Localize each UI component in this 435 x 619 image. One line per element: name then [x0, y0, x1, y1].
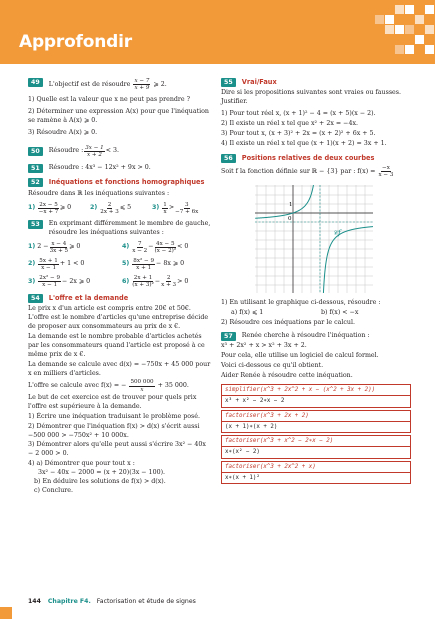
function-graph	[255, 185, 373, 293]
fraction	[129, 379, 154, 392]
cas-output: x∗(x + 1)²	[225, 474, 260, 481]
exercise-49	[28, 78, 212, 91]
text: L'offre se calcule avec f(x) = −	[28, 382, 127, 390]
exercise-53	[28, 220, 212, 238]
exercise-55	[221, 78, 411, 87]
chapter-header-bar	[0, 0, 435, 64]
numerator: 2x + 1	[133, 275, 153, 282]
subquestion: b) f(x) < −x	[321, 308, 359, 316]
exercise-51	[28, 164, 212, 173]
question: 1) Quelle est la valeur que x ne peut pas prendre ?	[28, 96, 191, 104]
exercise-heading: L'offre et la demande	[48, 293, 129, 302]
cas-input: factoriser(x^3 + 2x^2 + x)	[222, 462, 410, 473]
rhs: + 1 < 0	[59, 260, 85, 268]
numerator: 8x² − 9	[133, 258, 155, 265]
fraction	[84, 145, 105, 158]
inequation-item	[152, 202, 212, 215]
fraction	[132, 258, 155, 271]
origin-label: 0	[288, 215, 292, 222]
item-label: 2)	[90, 203, 98, 211]
question: c) Conclure.	[34, 487, 73, 495]
rhs: < 3.	[105, 147, 120, 155]
page-footer	[28, 598, 196, 607]
proposition: 3) Pour tout x, (x + 3)² + 2x = (x + 2)² + 6x + 5.	[221, 130, 376, 138]
item-label: 4)	[122, 242, 130, 250]
numerator: 3x − 1	[85, 145, 104, 152]
inequation-item	[28, 258, 118, 271]
item-label: 1)	[28, 203, 36, 211]
numerator: 2x² − 9	[39, 275, 61, 282]
fraction	[38, 275, 61, 288]
question: 4) a) Démontrer que pour tout x :	[28, 460, 135, 468]
page-number: 144	[28, 598, 41, 605]
exercise-heading: Vrai/Faux	[241, 78, 277, 86]
exercise-number: 54	[28, 294, 43, 303]
cas-input: simplifier(x^3 + 2x^2 + x − (x^2 + 3x + 2))	[222, 385, 410, 396]
rhs: ⩽ 5	[119, 203, 132, 211]
exercise-56	[221, 154, 411, 163]
text: Soit f la fonction définie sur ℝ − {3} par : f(x) =	[221, 168, 376, 176]
paragraph: La demande est le nombre probable d'articles achetés par les consommateurs quand l'article est proposé à ce même prix de x €.	[28, 332, 205, 358]
fraction	[38, 258, 59, 271]
item-label: 2)	[28, 260, 36, 268]
grid	[255, 185, 373, 293]
exercise-text: Dire si les propositions suivantes sont vraies ou fausses. Justifier.	[221, 89, 402, 106]
denominator: x − 2	[132, 247, 148, 254]
paragraph: Le prix x d'un article est compris entre 20€ et 50€. L'offre est le nombre d'articles qu'une entreprise décide de proposer aux consommateurs au prix de x €.	[28, 304, 209, 330]
exercise-50	[28, 145, 212, 158]
left-column	[28, 78, 212, 499]
operator: −	[154, 277, 161, 285]
rhs: ⩾ 2.	[153, 81, 167, 89]
fraction	[175, 202, 198, 215]
question: 3) Résoudre A(x) ⩾ 0.	[28, 129, 98, 137]
paragraph: Aider Renée à résoudre cette inéquation.	[221, 372, 353, 380]
fraction	[161, 275, 176, 288]
question: 2) Résoudre ces inéquations par le calcul.	[221, 318, 355, 326]
numerator: x − 7	[134, 78, 150, 84]
exercise-text: Résoudre : 4x³ − 12x² + 9x > 0.	[48, 164, 151, 172]
chapter-title: Factorisation et étude de signes	[96, 598, 196, 605]
inequation-item	[122, 258, 212, 271]
numerator: x − 4	[51, 240, 67, 247]
denominator: (x + 3)²	[132, 282, 154, 289]
graph-svg	[255, 185, 373, 293]
subquestion: a) f(x) ⩽ 1	[231, 308, 264, 316]
curve-label: 𝒞f	[333, 228, 341, 237]
fraction	[100, 202, 119, 215]
cas-output: x∗(x² − 2)	[225, 449, 260, 456]
cas-block	[221, 435, 411, 458]
footer-corner-block	[0, 607, 12, 619]
equation: x³ + 2x² + x > x² + 3x + 2.	[221, 342, 307, 350]
inequation-item	[122, 275, 212, 288]
inequation-list	[28, 202, 212, 215]
fraction	[133, 78, 150, 91]
inequation-item	[28, 241, 118, 254]
denominator: x − 3	[378, 172, 394, 179]
proposition: 4) Il existe un réel x tel que (x + 1)(x + 2) = 3x + 1.	[221, 140, 387, 148]
item-label: 5)	[122, 260, 130, 268]
exercise-text: Résoudre :	[48, 147, 84, 155]
denominator: x + 9	[134, 85, 150, 92]
fraction	[378, 165, 393, 178]
denominator: 3x + 5	[49, 247, 69, 254]
paragraph: Le but de cet exercice est de trouver pour quels prix l'offre est supérieure à la demande.	[28, 393, 197, 410]
inequation-list	[28, 241, 212, 289]
cas-output: x³ + x² − 2∗x − 2	[225, 398, 285, 405]
exercise-number: 55	[221, 78, 236, 87]
numerator: 7	[137, 240, 142, 247]
chapter-label: Chapitre F4.	[47, 598, 91, 605]
curve-branch-right	[323, 226, 373, 292]
numerator: 500 000	[130, 379, 154, 386]
cas-block	[221, 384, 411, 407]
numerator: −x	[382, 165, 390, 172]
denominator: 2x + 3	[100, 208, 119, 215]
proposition: 1) Pour tout réel x, (x + 1)² − 4 = (x + 5)(x − 2).	[221, 110, 376, 118]
numerator: 2	[107, 201, 112, 208]
exercise-57	[221, 332, 411, 341]
exercise-number: 52	[28, 178, 43, 187]
denominator: x	[140, 386, 144, 393]
fraction	[155, 241, 177, 254]
denominator: x + 2	[86, 152, 102, 159]
exercise-number: 49	[28, 78, 43, 87]
numerator: 1	[163, 201, 167, 208]
exercise-text	[221, 165, 411, 178]
rhs: ⩾ 0	[59, 203, 72, 211]
question: 1) Écrire une inéquation traduisant le problème posé.	[28, 412, 201, 420]
exercise-number: 51	[28, 164, 43, 173]
exercise-54	[28, 294, 212, 303]
text: + 35 000.	[157, 382, 189, 390]
paragraph	[28, 379, 212, 392]
operator: >	[168, 203, 175, 211]
rhs: < 0	[177, 242, 189, 250]
denominator: x − 1	[41, 265, 57, 272]
cas-input: factoriser(x^3 + 2x + 2)	[222, 411, 410, 422]
fraction	[132, 241, 147, 254]
exercise-number: 56	[221, 154, 236, 163]
exercise-heading: Positions relatives de deux courbes	[241, 153, 375, 162]
exercise-text: Résoudre dans ℝ les inéquations suivantes :	[28, 189, 170, 197]
fraction	[132, 275, 154, 288]
denominator: −7 + 6x	[175, 208, 199, 215]
numerator: 3	[184, 201, 189, 208]
exercise-heading: Inéquations et fonctions homographiques	[48, 178, 205, 187]
exercise-number: 50	[28, 147, 43, 156]
decorative-squares	[361, 0, 435, 64]
numerator: 4x − 5	[156, 240, 175, 247]
inequation-item	[90, 202, 150, 215]
question: 2) Démontrer que l'inéquation f(x) > d(x) s'écrit aussi −500 000 > −750x² + 10 000x.	[28, 422, 200, 439]
cas-output: (x + 1)∗(x + 2)	[225, 423, 278, 430]
rhs: > 0	[177, 277, 189, 285]
inequation-item	[28, 202, 88, 215]
question: b) En déduire les solutions de f(x) > d(x).	[34, 478, 166, 486]
fraction	[38, 202, 59, 215]
equation: 3x² − 40x − 2000 = (x + 20)(3x − 100).	[38, 469, 166, 477]
paragraph: Voici ci-dessous ce qu'il obtient.	[221, 362, 324, 370]
denominator: x − 1	[42, 282, 58, 289]
proposition: 2) Il existe un réel x tel que x² + 2x = −4x.	[221, 120, 359, 128]
denominator: −x + 7	[38, 208, 59, 215]
exercise-intro: L'objectif est de résoudre	[48, 81, 131, 89]
inequation-item	[122, 241, 212, 254]
numerator: 2	[166, 275, 171, 282]
paragraph: La demande se calcule avec d(x) = −750x + 45 000 pour x en milliers d'articles.	[28, 360, 211, 377]
denominator: x + 1	[136, 265, 152, 272]
item-label: 3)	[28, 277, 36, 285]
question: 2) Déterminer une expression A(x) pour que l'inéquation se ramène à A(x) ⩾ 0.	[28, 108, 209, 125]
item-label: 3)	[152, 203, 160, 211]
question: 1) En utilisant le graphique ci-dessous, résoudre :	[221, 298, 381, 306]
fraction	[162, 202, 168, 215]
item-label: 6)	[122, 277, 130, 285]
exercise-text: En exprimant différemment le membre de gauche, résoudre les inéquations suivantes :	[48, 219, 211, 236]
paragraph: Pour cela, elle utilise un logiciel de calcul formel.	[221, 352, 379, 360]
inequation-item	[28, 275, 118, 288]
cas-block	[221, 410, 411, 433]
denominator: (x − 2)²	[154, 247, 177, 254]
rhs: ⩾ 0	[69, 242, 81, 250]
question: 3) Démontrer alors qu'elle peut aussi s'écrire 3x² − 40x − 2 000 > 0.	[28, 441, 206, 458]
right-column	[221, 78, 411, 486]
prefix: 2 −	[37, 242, 49, 250]
exercise-text: Renée cherche à résoudre l'inéquation :	[241, 332, 370, 340]
numerator: 5x + 1	[39, 258, 58, 265]
cas-block	[221, 461, 411, 484]
unit-label: 1	[289, 201, 293, 208]
numerator: 2x − 5	[39, 201, 58, 208]
fraction	[50, 241, 69, 254]
rhs: − 8x ⩾ 0	[156, 260, 185, 268]
rhs: − 2x ⩾ 0	[62, 277, 91, 285]
operator: −	[148, 242, 154, 250]
cas-input: factoriser(x^3 + x^2 − 2∗x − 2)	[222, 436, 410, 447]
exercise-52	[28, 178, 212, 187]
exercise-number: 57	[221, 332, 236, 341]
item-label: 1)	[28, 242, 36, 250]
denominator: x	[163, 208, 167, 215]
subquestions	[231, 309, 411, 318]
section-title: Approfondir	[19, 32, 132, 52]
exercise-number: 53	[28, 220, 43, 229]
denominator: x + 3	[161, 282, 177, 289]
